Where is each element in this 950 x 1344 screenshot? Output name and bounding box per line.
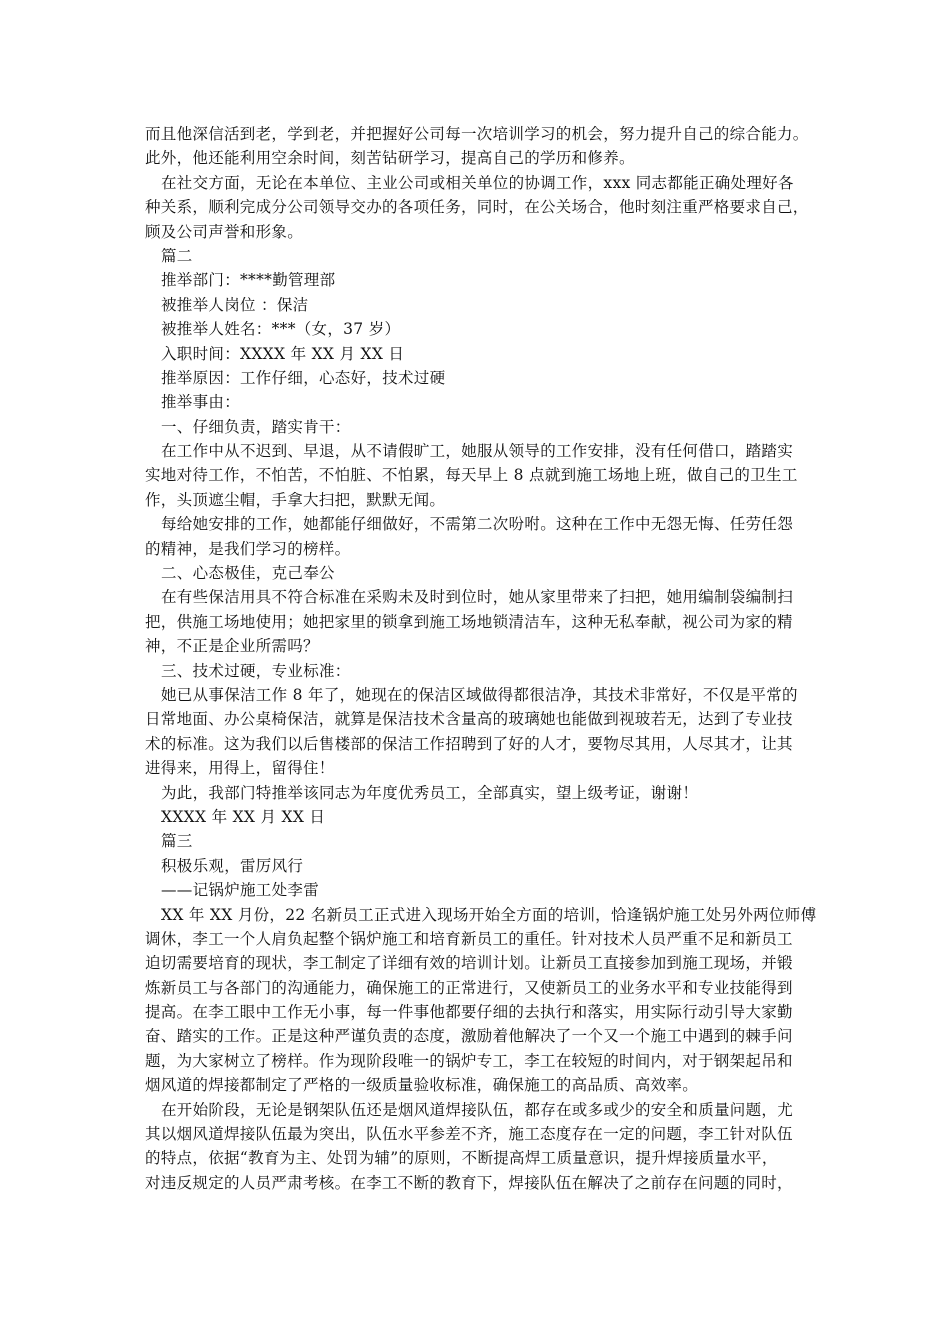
text-line: 进得来，用得上，留得住！ [145, 759, 335, 778]
text-line: 二、心态极佳，克己奉公 [161, 564, 335, 583]
text-line: XXXX 年 XX 月 XX 日 [161, 807, 326, 826]
text-line: 在开始阶段，无论是钢架队伍还是烟风道焊接队伍，都存在或多或少的安全和质量问题，尤 [161, 1100, 794, 1119]
text-line: 推举部门：****勤管理部 [161, 271, 336, 290]
text-line: 被推举人姓名：***（女，37 岁） [161, 320, 401, 339]
text-line: 篇三 [161, 832, 193, 851]
text-line: 奋、踏实的工作。正是这种严谨负责的态度，激励着他解决了一个又一个施工中遇到的棘手问 [145, 1027, 793, 1046]
text-line: 迫切需要培育的现状，李工制定了详细有效的培训计划。让新员工直接参加到施工现场，并锻 [145, 954, 793, 973]
text-line: 在有些保洁用具不符合标准在采购未及时到位时，她从家里带来了扫把，她用编制袋编制扫 [161, 588, 794, 607]
text-line: ——记锅炉施工处李雷 [161, 881, 320, 900]
text-line: 积极乐观，雷厉风行 [161, 856, 304, 875]
text-line: 篇二 [161, 246, 193, 265]
text-line: XX 年 XX 月份，22 名新员工正式进入现场开始全方面的培训，恰逢锅炉施工处另外两位师傅 [161, 905, 817, 924]
text-line: 实地对待工作，不怕苦，不怕脏、不怕累，每天早上 8 点就到施工场地上班，做自己的卫生工 [145, 466, 798, 485]
text-line: 每给她安排的工作，她都能仔细做好，不需第二次吩咐。这种在工作中无怨无悔、任劳任怨 [161, 515, 794, 534]
text-line: 推举事由： [161, 393, 241, 412]
text-line: 种关系，顺利完成分公司领导交办的各项任务，同时，在公关场合，他时刻注重严格要求自己， [145, 198, 809, 217]
text-line: 在工作中从不迟到、早退，从不请假旷工，她服从领导的工作安排，没有任何借口，踏踏实 [161, 442, 794, 461]
text-line: 她已从事保洁工作 8 年了，她现在的保洁区域做得都很洁净，其技术非常好，不仅是平常的 [161, 685, 798, 704]
text-line: 一、仔细负责，踏实肯干： [161, 417, 351, 436]
text-line: 被推举人岗位 ：保洁 [161, 295, 309, 314]
document-body [145, 122, 817, 1195]
text-line: 炼新员工与各部门的沟通能力，确保施工的正常进行，又使新员工的业务水平和专业技能得到 [145, 978, 793, 997]
text-line: 推举原因：工作仔细，心态好，技术过硬 [161, 368, 446, 387]
text-line: 日常地面、办公桌椅保洁，就算是保洁技术含量高的玻璃她也能做到视玻若无，达到了专业技 [145, 710, 793, 729]
text-line: 对违反规定的人员严肃考核。在李工不断的教育下，焊接队伍在解决了之前存在问题的同时， [145, 1173, 793, 1192]
text-line: 把，供施工场地使用；她把家里的锁拿到施工场地锁清洁车，这种无私奉献，视公司为家的精 [145, 612, 793, 631]
text-line: 顾及公司声誉和形象。 [145, 222, 304, 241]
text-line: 为此，我部门特推举该同志为年度优秀员工，全部真实，望上级考证，谢谢！ [161, 783, 699, 802]
text-line: 此外，他还能利用空余时间，刻苦钻研学习，提高自己的学历和修养。 [145, 149, 635, 168]
text-line: 三、技术过硬，专业标准： [161, 661, 351, 680]
text-line: 题，为大家树立了榜样。作为现阶段唯一的锅炉专工，李工在较短的时间内，对于钢架起吊和 [145, 1051, 793, 1070]
text-line: 调休，李工一个人肩负起整个锅炉施工和培育新员工的重任。针对技术人员严重不足和新员工 [145, 929, 793, 948]
text-line: 作，头顶遮尘帽，手拿大扫把，默默无闻。 [145, 490, 446, 509]
text-line: 入职时间：XXXX 年 XX 月 XX 日 [161, 344, 405, 363]
text-line: 神，不正是企业所需吗？ [145, 637, 319, 656]
text-line: 术的标准。这为我们以后售楼部的保洁工作招聘到了好的人才，要物尽其用，人尽其才，让其 [145, 734, 793, 753]
text-line: 的特点，依据“教育为主、处罚为辅”的原则，不断提高焊工质量意识，提升焊接质量水平， [145, 1149, 778, 1168]
text-line: 其以烟风道焊接队伍最为突出，队伍水平参差不齐，施工态度存在一定的问题，李工针对队伍 [145, 1125, 793, 1144]
text-line: 而且他深信活到老，学到老，并把握好公司每一次培训学习的机会，努力提升自己的综合能力。 [145, 125, 809, 143]
text-line: 提高。在李工眼中工作无小事，每一件事他都要仔细的去执行和落实，用实际行动引导大家勤 [145, 1003, 793, 1022]
text-line: 在社交方面，无论在本单位、主业公司或相关单位的协调工作，xxx 同志都能正确处理好各 [161, 173, 794, 192]
text-line: 烟风道的焊接都制定了严格的一级质量验收标准，确保施工的高品质、高效率。 [145, 1076, 699, 1095]
text-line: 的精神，是我们学习的榜样。 [145, 539, 351, 558]
